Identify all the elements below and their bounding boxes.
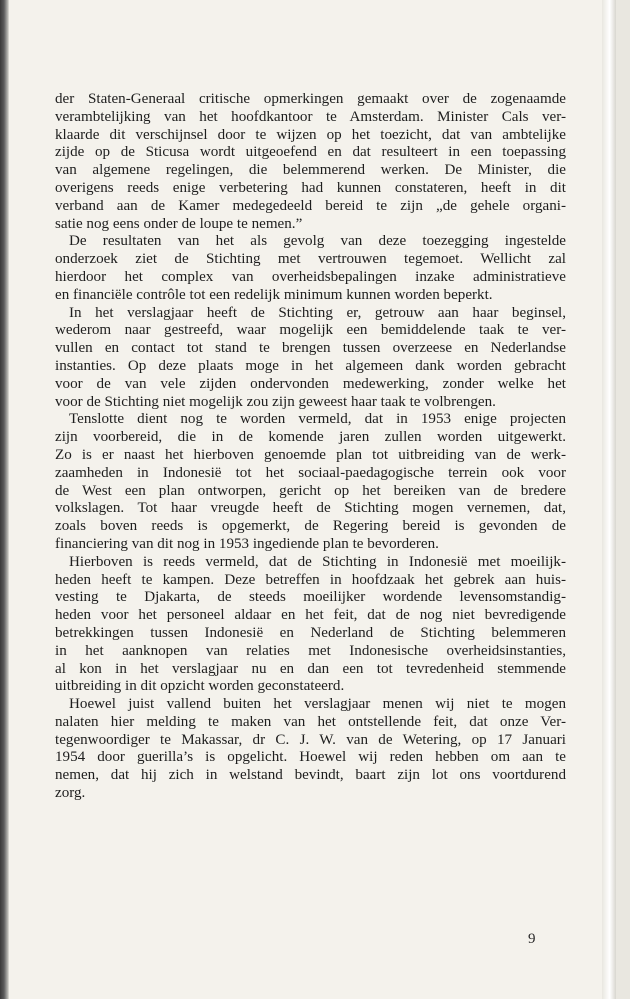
page-right-edge: [602, 0, 616, 999]
text-line: wederom naar gestreefd, waar mogelijk een bemiddelende taak te ver-: [55, 322, 566, 339]
text-line: heden voor het personeel aldaar en het feit, dat de nog niet bevredigende: [55, 607, 566, 624]
text-line: verambtelijking van het hoofdkantoor te Amsterdam. Minister Cals ver-: [55, 108, 566, 125]
text-line: van algemene regelingen, die belemmerend werken. De Minister, die: [55, 162, 566, 179]
text-line: uitbreiding in dit opzicht worden geconstateerd.: [55, 678, 345, 695]
text-line: 1954 door guerilla’s is opgelicht. Hoewel wij reden hebben om aan te: [55, 749, 566, 766]
text-line: vullen en contact tot stand te brengen tussen overzeese en Nederlandse: [55, 340, 566, 357]
text-line: voor de Stichting niet mogelijk zou zijn geweest haar taak te volbrengen.: [55, 393, 496, 410]
text-line: al kon in het verslagjaar nu en dan een tot tevredenheid stemmende: [55, 660, 566, 677]
page-number: 9: [528, 931, 536, 947]
text-line: en financiële contrôle tot een redelijk minimum kunnen worden beperkt.: [55, 286, 493, 303]
paragraph: [55, 91, 566, 233]
text-line: vesting te Djakarta, de steeds moeilijker wordende levensomstandig-: [55, 589, 566, 606]
text-line: Tenslotte dient nog te worden vermeld, dat in 1953 enige projecten: [69, 411, 566, 428]
text-line: zijn voorbereid, die in de komende jaren zullen worden uitgewerkt.: [55, 429, 566, 446]
paragraph: [55, 233, 566, 304]
text-line: klaarde dit verschijnsel door te wijzen op het toezicht, dat van ambtelijke: [55, 126, 566, 143]
text-line: In het verslagjaar heeft de Stichting er, getrouw aan haar beginsel,: [69, 304, 566, 321]
text-line: satie nog eens onder de loupe te nemen.”: [55, 215, 303, 232]
text-line: onderzoek ziet de Stichting met vertrouwen tegemoet. Wellicht zal: [55, 251, 566, 268]
paragraph: [55, 411, 566, 553]
text-line: hierdoor het complex van overheidsbepalingen inzake administratieve: [55, 268, 566, 285]
text-line: zijde op de Sticusa wordt uitgeoefend en dat resulteert in een toepassing: [55, 144, 566, 161]
text-line: heden heeft te kampen. Deze betreffen in hoofdzaak het gebrek aan huis-: [55, 571, 566, 588]
text-line: Zo is er naast het hierboven genoemde plan tot uitbreiding van de werk-: [55, 446, 566, 463]
text-line: Hoewel juist vallend buiten het verslagjaar menen wij niet te mogen: [69, 696, 566, 713]
text-line: betrekkingen tussen Indonesië en Nederland de Stichting belemmeren: [55, 624, 566, 641]
scan-binding-edge: [0, 0, 9, 999]
text-line: overigens reeds enige verbetering had kunnen constateren, heeft in dit: [55, 179, 566, 196]
text-line: volkslagen. Tot haar vreugde heeft de Stichting mogen vernemen, dat,: [55, 500, 566, 517]
text-line: zaamheden in Indonesië tot het sociaal-paedagogische terrein ook voor: [55, 464, 566, 481]
text-line: tegenwoordiger te Makassar, dr C. J. W. van de Wetering, op 17 Januari: [55, 731, 566, 748]
text-line: zoals boven reeds is opgemerkt, de Regering bereid is gevonden de: [55, 518, 566, 535]
text-line: de West een plan ontworpen, gericht op het bereiken van de bredere: [55, 482, 566, 499]
text-line: instanties. Op deze plaats moge in het algemeen dank worden gebracht: [55, 357, 566, 374]
paragraph: [55, 305, 566, 412]
paragraph: [55, 554, 566, 696]
text-line: voor de van vele zijden ondervonden medewerking, zonder welke het: [55, 375, 566, 392]
body-text: [55, 91, 566, 803]
text-line: financiering van dit nog in 1953 ingediende plan te bevorderen.: [55, 535, 439, 552]
book-page: [9, 0, 616, 999]
text-line: zorg.: [55, 785, 86, 802]
text-line: Hierboven is reeds vermeld, dat de Stichting in Indonesië met moeilijk-: [69, 553, 566, 570]
text-line: nemen, dat hij zich in welstand bevindt, baart zijn lot ons voortdurend: [55, 767, 566, 784]
text-line: der Staten-Generaal critische opmerkingen gemaakt over de zogenaamde: [55, 91, 566, 107]
text-line: De resultaten van het als gevolg van deze toezegging ingestelde: [69, 233, 566, 250]
text-line: verband aan de Kamer medegedeeld bereid te zijn „de gehele organi-: [55, 197, 566, 214]
text-line: nalaten hier melding te maken van het ontstellende feit, dat onze Ver-: [55, 713, 566, 730]
paragraph: [55, 696, 566, 803]
text-line: in het aanknopen van relaties met Indonesische overheidsinstanties,: [55, 642, 566, 659]
